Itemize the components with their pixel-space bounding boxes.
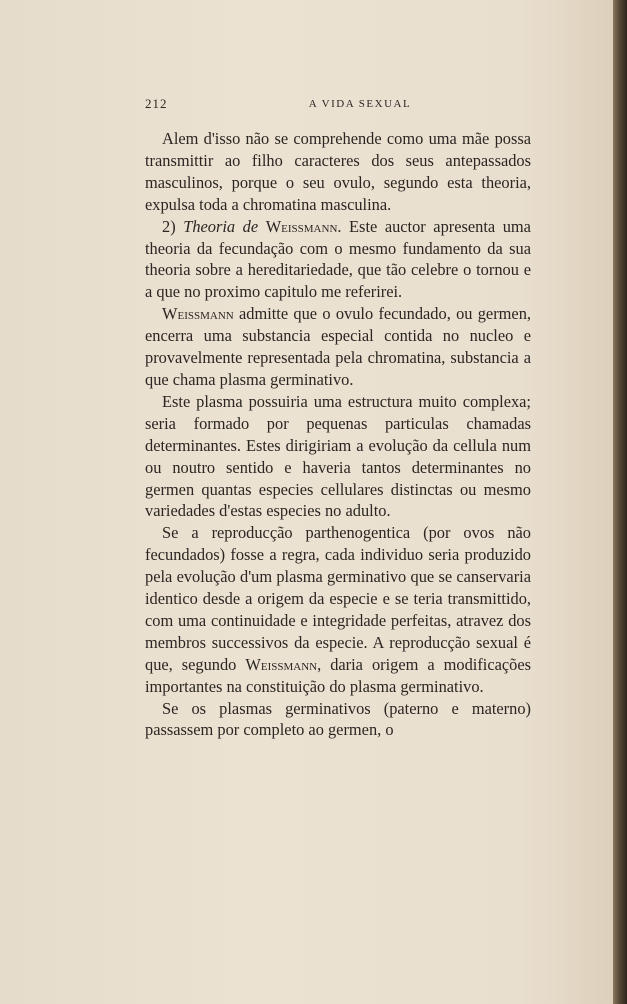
list-number: 2) [162, 216, 176, 236]
paragraph-6: Se os plasmas germinativos (paterno e materno) passassem por completo ao germen, o [145, 698, 531, 740]
author-name: Weissmann, [245, 654, 322, 674]
page-number: 212 [145, 96, 168, 111]
paragraph-5-text-a: Se a reproducção parthenogentica (por ovos não fecundados) fosse a regra, cada individuo seria produzido pela evolução d'um plasma germinativo que se canservaria identico desde a origem da especie e se teria transmittido, com uma continuidade e integridade perfeitas, atravez dos membros successivos da especie. A reproducção sexual é que, segundo [145, 523, 531, 674]
paragraph-5-text-b: daria origem a modificações importantes na constituição do plasma germinativo. [145, 654, 531, 696]
paragraph-2 [145, 216, 531, 304]
paragraph-3 [145, 303, 531, 391]
paragraph-1: Alem d'isso não se comprehende como uma mãe possa transmittir ao filho caracteres dos seus antepassados masculinos, porque o seu ovulo, segundo esta theoria, expulsa toda a chromatina masculina. [145, 129, 531, 214]
paragraph-3-text: admitte que o ovulo fecundado, ou germen, encerra uma substancia especial contida no nucleo e provavelmente representada pela chromatina, substancia a que chama plasma germinativo. [145, 304, 531, 389]
section-title: Theoria de [183, 216, 259, 236]
author-name: Weissmann [162, 304, 234, 324]
body-text [145, 128, 531, 741]
running-title: A VIDA SEXUAL [308, 98, 412, 110]
paragraph-2-text: Este auctor apresenta uma theoria da fecundação com o mesmo fundamento da sua theoria sobre a hereditariedade, que tão celebre o tornou e a que no proximo capitulo me referirei. [145, 216, 531, 302]
author-name: Weissmann. [265, 216, 342, 236]
page-header [145, 96, 535, 116]
paragraph-4: Este plasma possuiria uma estructura muito complexa; seria formado por pequenas particulas chamadas determinantes. Estes dirigiriam a evolução da cellula num ou noutro sentido e haveria tantos determinantes no germen quantas especies cellulares distinctas ou mesmo variedades d'estas especies no adulto. [145, 391, 531, 521]
book-spine [613, 0, 627, 1004]
paragraph-5 [145, 522, 531, 697]
